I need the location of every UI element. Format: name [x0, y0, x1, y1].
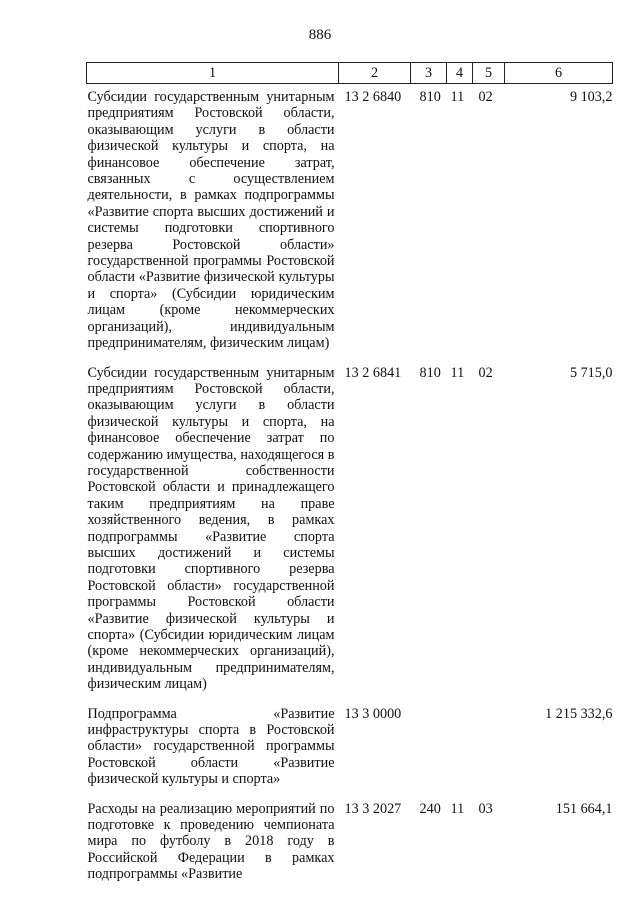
row-subsection: 03 [478, 800, 493, 817]
page-number: 886 [308, 27, 332, 43]
header-col-6: 6 [505, 63, 613, 84]
row-description: Подпрограмма «Развитие инфраструктуры спорта в Ростовской области» государственной программы Ростовской области «Развитие физической культуры и спорта» [87, 705, 335, 788]
header-col-1: 1 [87, 63, 339, 84]
row-target-code: 13 2 6841 [344, 364, 402, 381]
row-section: 11 [450, 800, 465, 817]
header-col-5: 5 [473, 63, 505, 84]
row-amount: 1 215 332,6 [545, 705, 613, 722]
row-amount: 9 103,2 [569, 89, 613, 105]
table-row [87, 360, 613, 701]
budget-table [86, 62, 613, 891]
header-col-4: 4 [447, 63, 473, 84]
row-target-code: 13 3 2027 [344, 800, 402, 817]
header-col-2: 2 [339, 63, 411, 84]
table-row [87, 701, 613, 796]
row-section: 11 [450, 364, 465, 381]
row-amount: 151 664,1 [555, 800, 613, 817]
table-row [87, 796, 613, 891]
row-section: 11 [450, 89, 465, 105]
row-amount: 5 715,0 [569, 364, 613, 381]
row-subsection [473, 701, 505, 796]
row-description: Субсидии государственным унитарным предприятиям Ростовской области, оказывающим услуги в области физической культуры и спорта, на финансовое обеспечение затрат по содержанию имущества, находящегося в государственной собственности Ростовской области и принадлежащего таким предприятиям на праве хозяйственного ведения, в рамках подпрограммы «Развитие спорта высших достижений и системы подготовки спортивного резерва Ростовской области» государственной программы Ростовской области «Развитие физической культуры и спорта» (Субсидии юридическим лицам (кроме некоммерческих организаций), индивидуальным предпринимателям, физическим лицам) [87, 364, 335, 693]
row-expense-type: 810 [419, 364, 441, 381]
row-expense-type [411, 701, 447, 796]
row-subsection: 02 [478, 89, 493, 105]
row-expense-type: 240 [419, 800, 441, 817]
table-body [87, 84, 613, 891]
row-expense-type: 810 [419, 89, 441, 105]
table-header [87, 63, 613, 84]
row-description: Субсидии государственным унитарным предприятиям Ростовской области, оказывающим услуги в области физической культуры и спорта, на финансовое обеспечение затрат, связанных с осуществлением деятельности, в рамках подпрограммы «Развитие спорта высших достижений и системы подготовки спортивного резерва Ростовской области» государственной программы Ростовской области «Развитие физической культуры и спорта» (Субсидии юридическим лицам (кроме некоммерческих организаций), индивидуальным предпринимателям, физическим лицам) [87, 89, 335, 352]
row-target-code: 13 3 0000 [344, 705, 402, 722]
row-subsection: 02 [478, 364, 493, 381]
header-col-3: 3 [411, 63, 447, 84]
row-target-code: 13 2 6840 [344, 89, 402, 105]
row-section [447, 701, 473, 796]
header-row [87, 63, 613, 84]
table-row [87, 84, 613, 360]
row-description: Расходы на реализацию мероприятий по подготовке к проведению чемпионата мира по футболу в 2018 году в Российской Федерации в рамках подпрограммы «Развитие [87, 800, 335, 883]
